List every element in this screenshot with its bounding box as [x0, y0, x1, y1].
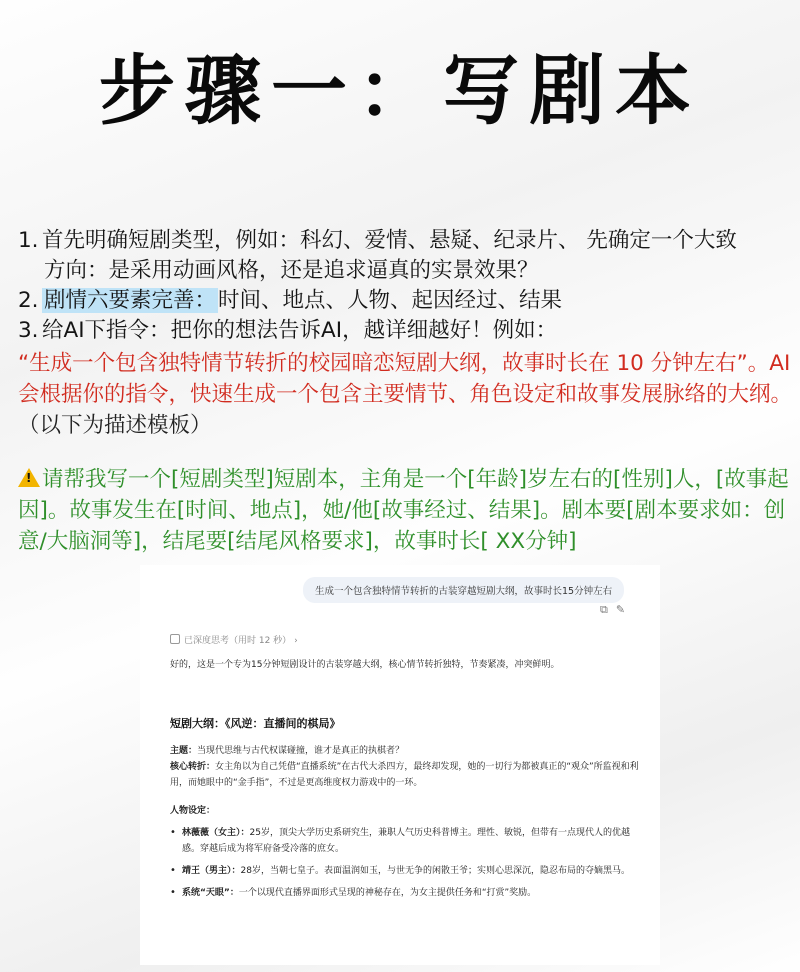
step-number: 3.: [18, 318, 39, 343]
warning-icon: [18, 468, 40, 487]
list-item: [170, 825, 640, 857]
character-name: 靖王（男主）：: [182, 866, 241, 876]
step-text: 首先明确短剧类型，例如：科幻、爱情、悬疑、纪录片、 先确定一个大致: [42, 228, 737, 253]
template-text: 请帮我写一个[短剧类型]短剧本，主角是一个[年龄]岁左右的[性别]人，[故事起因]。故事发生在[时间、地点]，她/他[故事经过、结果]。剧本要[剧本要求如：创意/大脑洞等]，结尾要[结尾风格要求]，故事时长[ XX分钟]: [18, 467, 789, 554]
page-title: 步骤一：写剧本: [99, 46, 701, 135]
twist-text: 女主角以为自己凭借“直播系统”在古代大杀四方，最终却发现，她的一切行为都被真正的“观众”所监视和利用，而她眼中的“金手指”，不过是更高维度权力游戏中的一环。: [170, 762, 639, 788]
intro-text: 好的，这是一个专为15分钟短剧设计的古装穿越大纲，核心情节转折独特，节奏紧凑，冲突鲜明。: [170, 660, 560, 670]
example-prompt: [18, 348, 793, 441]
thinking-status[interactable]: [170, 633, 298, 646]
character-name: 系统“天眼”：: [182, 888, 239, 898]
character-desc: 25岁，顶尖大学历史系研究生，兼职人气历史科普博主。理性、敏锐，但带有一点现代人的优越感。穿越后成为将军府备受冷落的庶女。: [182, 828, 630, 854]
message-tools: [592, 603, 625, 617]
twist-line: [170, 759, 640, 791]
user-message-bubble: 生成一个包含独特情节转折的古装穿越短剧大纲，故事时长15分钟左右: [303, 577, 624, 603]
character-desc: 一个以现代直播界面形式呈现的神秘存在，为女主提供任务和“打赏”奖励。: [238, 888, 537, 898]
character-name: 林薇薇（女主）：: [182, 828, 250, 838]
theme-label: 主题：: [170, 746, 198, 756]
thinking-label: 已深度思考（用时 12 秒）: [184, 636, 292, 646]
copy-icon[interactable]: ⧉: [600, 603, 608, 616]
character-desc: 28岁，当朝七皇子。表面温润如玉，与世无争的闲散王爷；实则心思深沉，隐忍布局的夺嫡黑马。: [240, 866, 630, 876]
step-1-continued: 方向：是采用动画风格，还是追求逼真的实景效果？: [44, 258, 539, 283]
chat-screenshot: [140, 565, 660, 965]
step-3: [18, 316, 793, 346]
chevron-right-icon: ›: [294, 636, 298, 646]
edit-icon[interactable]: ✎: [615, 603, 626, 616]
template-prompt: [18, 464, 793, 557]
characters-heading: 人物设定：: [170, 806, 216, 816]
list-item: [170, 885, 640, 901]
example-note: （以下为描述模板）: [18, 413, 212, 438]
list-item: [170, 863, 640, 879]
step-number: 1.: [18, 228, 39, 253]
highlighted-text: 剧情六要素完善：: [44, 288, 217, 313]
step-text: 时间、地点、人物、起因经过、结果: [218, 288, 563, 313]
step-2: [18, 286, 793, 316]
step-number: 2.: [18, 288, 39, 313]
characters-list: [170, 825, 640, 907]
thinking-icon: [170, 634, 180, 644]
theme-text: 当现代思维与古代权谋碰撞，谁才是真正的执棋者？: [197, 746, 405, 756]
outline-heading: 短剧大纲：《风逆：直播间的棋局》: [170, 717, 341, 730]
step-1: [18, 226, 793, 256]
step-text: 给AI下指令：把你的想法告诉AI，越详细越好！例如：: [42, 318, 558, 343]
steps-list: [18, 226, 793, 441]
theme-line: [170, 743, 640, 759]
twist-label: 核心转折：: [170, 762, 216, 772]
example-text: “生成一个包含独特情节转折的校园暗恋短剧大纲，故事时长在 10 分钟左右”。AI会根据你的指令，快速生成一个包含主要情节、角色设定和故事发展脉络的大纲。: [18, 351, 793, 407]
